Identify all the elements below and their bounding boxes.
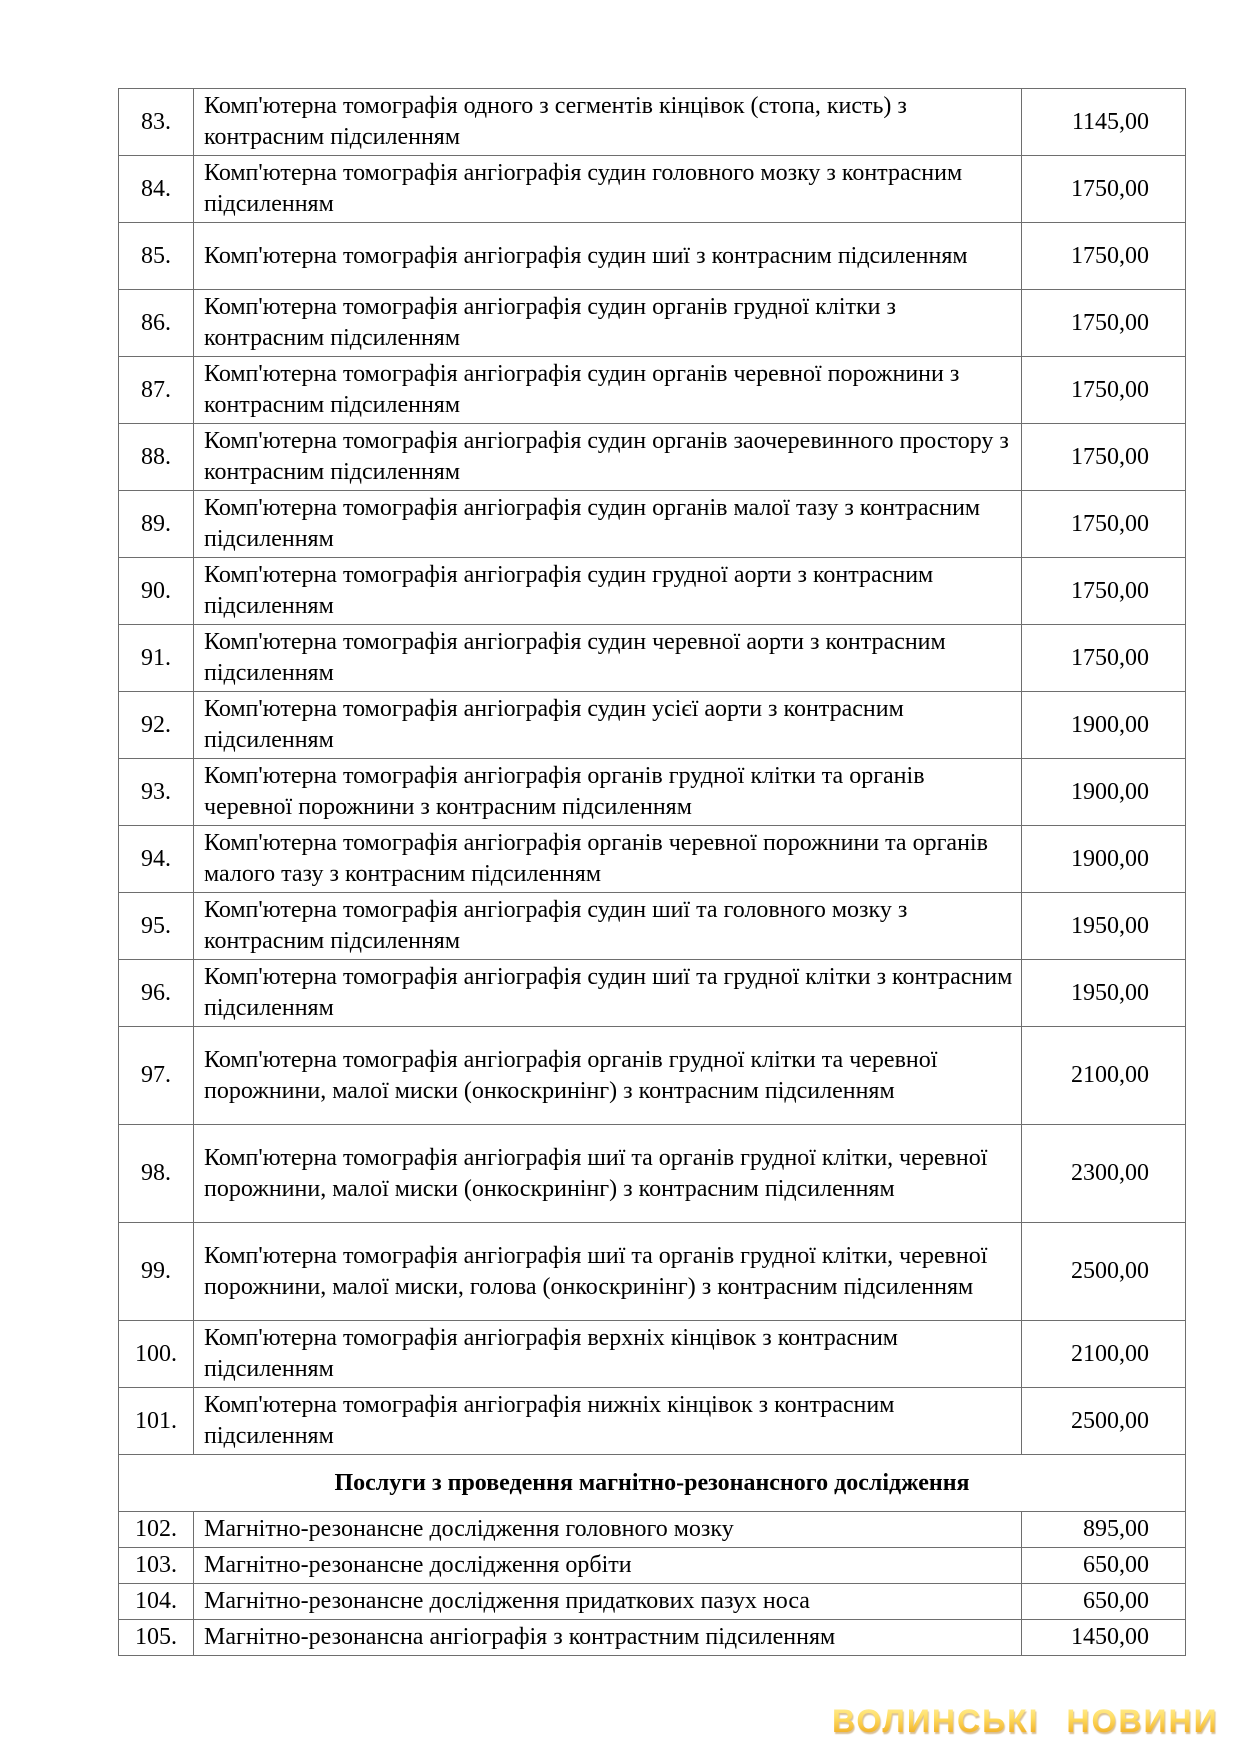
table-row — [119, 1512, 1186, 1548]
price-value: 2500,00 — [1022, 1388, 1186, 1455]
price-value: 650,00 — [1022, 1584, 1186, 1620]
table-row — [119, 960, 1186, 1027]
row-number: 93. — [119, 759, 194, 826]
price-value: 1750,00 — [1022, 290, 1186, 357]
price-value: 1750,00 — [1022, 156, 1186, 223]
row-number: 104. — [119, 1584, 194, 1620]
price-value: 1900,00 — [1022, 692, 1186, 759]
price-table-body — [119, 89, 1186, 1656]
table-row — [119, 759, 1186, 826]
service-name: Комп'ютерна томографія ангіографія судин грудної аорти з контрасним підсиленням — [194, 558, 1022, 625]
row-number: 96. — [119, 960, 194, 1027]
service-name: Комп'ютерна томографія ангіографія органів черевної порожнини та органів малого тазу з контрасним підсиленням — [194, 826, 1022, 893]
row-number: 84. — [119, 156, 194, 223]
table-row — [119, 491, 1186, 558]
table-row — [119, 1620, 1186, 1656]
row-number: 95. — [119, 893, 194, 960]
row-number: 102. — [119, 1512, 194, 1548]
service-name: Комп'ютерна томографія ангіографія судин черевної аорти з контрасним підсиленням — [194, 625, 1022, 692]
table-row — [119, 1223, 1186, 1321]
row-number: 99. — [119, 1223, 194, 1321]
price-value: 1750,00 — [1022, 558, 1186, 625]
price-value: 895,00 — [1022, 1512, 1186, 1548]
table-row — [119, 357, 1186, 424]
table-row — [119, 89, 1186, 156]
service-name: Комп'ютерна томографія ангіографія судин органів грудної клітки з контрасним підсиленням — [194, 290, 1022, 357]
service-name: Комп'ютерна томографія ангіографія судин органів малої тазу з контрасним підсиленням — [194, 491, 1022, 558]
row-number: 103. — [119, 1548, 194, 1584]
service-name: Комп'ютерна томографія ангіографія судин головного мозку з контрасним підсиленням — [194, 156, 1022, 223]
row-number: 90. — [119, 558, 194, 625]
service-name: Комп'ютерна томографія ангіографія шиї та органів грудної клітки, черевної порожнини, малої миски, голова (онкоскринінг) з контрасним підсиленням — [194, 1223, 1022, 1321]
price-value: 2100,00 — [1022, 1027, 1186, 1125]
price-value: 1450,00 — [1022, 1620, 1186, 1656]
row-number: 97. — [119, 1027, 194, 1125]
service-name: Комп'ютерна томографія ангіографія органів грудної клітки та черевної порожнини, малої миски (онкоскринінг) з контрасним підсиленням — [194, 1027, 1022, 1125]
table-row — [119, 223, 1186, 290]
price-table — [118, 88, 1186, 1656]
table-row — [119, 1125, 1186, 1223]
price-value: 1900,00 — [1022, 826, 1186, 893]
row-number: 87. — [119, 357, 194, 424]
service-name: Комп'ютерна томографія ангіографія органів грудної клітки та органів черевної порожнини з контрасним підсиленням — [194, 759, 1022, 826]
price-value: 2500,00 — [1022, 1223, 1186, 1321]
row-number: 92. — [119, 692, 194, 759]
table-row — [119, 1584, 1186, 1620]
row-number: 101. — [119, 1388, 194, 1455]
price-value: 1750,00 — [1022, 625, 1186, 692]
table-row — [119, 156, 1186, 223]
row-number: 86. — [119, 290, 194, 357]
table-row — [119, 692, 1186, 759]
row-number: 98. — [119, 1125, 194, 1223]
price-value: 2100,00 — [1022, 1321, 1186, 1388]
service-name: Комп'ютерна томографія ангіографія судин органів черевної порожнини з контрасним підсиленням — [194, 357, 1022, 424]
price-value: 1750,00 — [1022, 357, 1186, 424]
price-value: 1900,00 — [1022, 759, 1186, 826]
row-number: 91. — [119, 625, 194, 692]
table-row — [119, 1027, 1186, 1125]
table-row — [119, 1548, 1186, 1584]
service-name: Комп'ютерна томографія ангіографія верхніх кінцівок з контрасним підсиленням — [194, 1321, 1022, 1388]
table-row — [119, 1388, 1186, 1455]
service-name: Комп'ютерна томографія ангіографія судин усієї аорти з контрасним підсиленням — [194, 692, 1022, 759]
service-name: Комп'ютерна томографія ангіографія судин шиї з контрасним підсиленням — [194, 223, 1022, 290]
row-number: 100. — [119, 1321, 194, 1388]
row-number: 89. — [119, 491, 194, 558]
service-name: Комп'ютерна томографія ангіографія нижніх кінцівок з контрасним підсиленням — [194, 1388, 1022, 1455]
table-row — [119, 826, 1186, 893]
row-number: 105. — [119, 1620, 194, 1656]
row-number: 88. — [119, 424, 194, 491]
price-value: 1145,00 — [1022, 89, 1186, 156]
price-value: 1950,00 — [1022, 893, 1186, 960]
service-name: Комп'ютерна томографія ангіографія судин шиї та головного мозку з контрасним підсиленням — [194, 893, 1022, 960]
section-header: Послуги з проведення магнітно-резонансного дослідження — [119, 1455, 1186, 1512]
service-name: Магнітно-резонансна ангіографія з контрастним підсиленням — [194, 1620, 1022, 1656]
table-row — [119, 1321, 1186, 1388]
price-value: 1750,00 — [1022, 424, 1186, 491]
price-value: 1750,00 — [1022, 491, 1186, 558]
table-row — [119, 290, 1186, 357]
service-name: Комп'ютерна томографія ангіографія шиї та органів грудної клітки, черевної порожнини, малої миски (онкоскринінг) з контрасним підсиленням — [194, 1125, 1022, 1223]
section-header-row — [119, 1455, 1186, 1512]
service-name: Комп'ютерна томографія одного з сегментів кінцівок (стопа, кисть) з контрасним підсиленням — [194, 89, 1022, 156]
service-name: Магнітно-резонансне дослідження придаткових пазух носа — [194, 1584, 1022, 1620]
table-row — [119, 625, 1186, 692]
row-number: 94. — [119, 826, 194, 893]
price-value: 650,00 — [1022, 1548, 1186, 1584]
table-row — [119, 424, 1186, 491]
price-value: 1950,00 — [1022, 960, 1186, 1027]
table-row — [119, 893, 1186, 960]
row-number: 83. — [119, 89, 194, 156]
watermark-volynski-novyny: ВОЛИНСЬКІ НОВИНИ — [832, 1703, 1219, 1739]
service-name: Комп'ютерна томографія ангіографія судин шиї та грудної клітки з контрасним підсиленням — [194, 960, 1022, 1027]
service-name: Комп'ютерна томографія ангіографія судин органів заочеревинного простору з контрасним підсиленням — [194, 424, 1022, 491]
table-row — [119, 558, 1186, 625]
row-number: 85. — [119, 223, 194, 290]
price-value: 2300,00 — [1022, 1125, 1186, 1223]
service-name: Магнітно-резонансне дослідження головного мозку — [194, 1512, 1022, 1548]
service-name: Магнітно-резонансне дослідження орбіти — [194, 1548, 1022, 1584]
price-value: 1750,00 — [1022, 223, 1186, 290]
